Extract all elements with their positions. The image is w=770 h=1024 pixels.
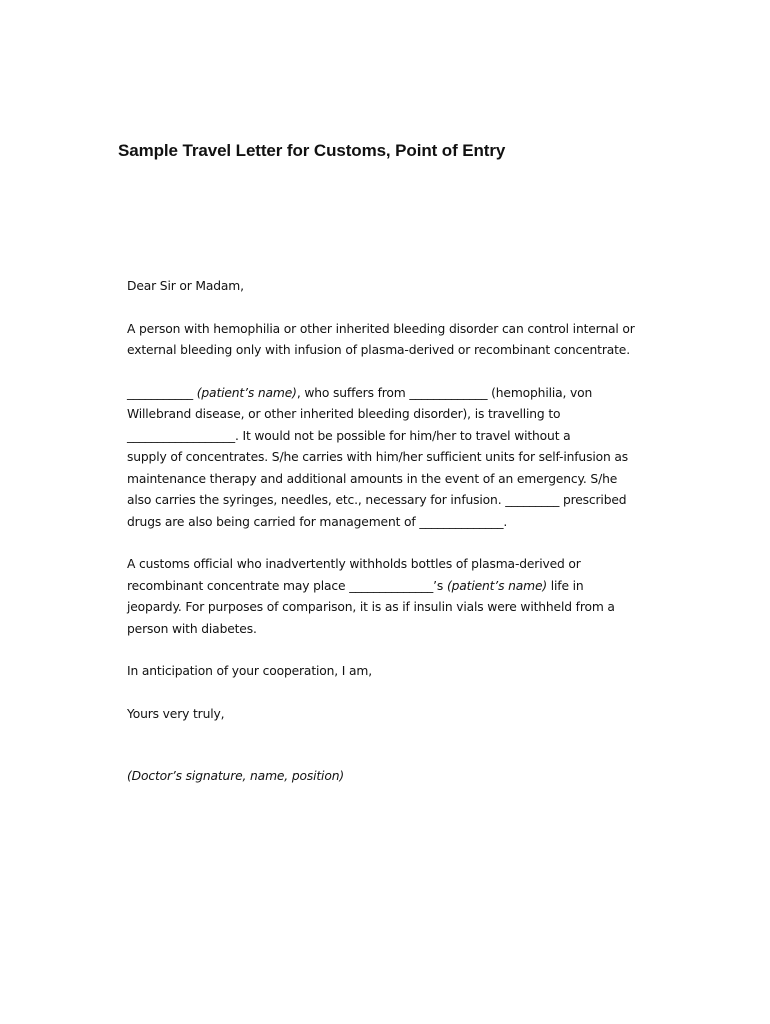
patient-name-label: (patient’s name) bbox=[196, 385, 297, 400]
closing-2-text: Yours very truly, bbox=[127, 706, 225, 721]
paragraph-2-line-5: maintenance therapy and additional amounts in the event of an emergency. S/he bbox=[127, 471, 618, 486]
paragraph-2-line-3: __________________. It would not be possible for him/her to travel without a bbox=[127, 428, 571, 443]
paragraph-3 bbox=[127, 554, 657, 640]
paragraph-1 bbox=[127, 319, 657, 362]
patient-name-blank: ___________ bbox=[127, 385, 197, 400]
paragraph-2-line-1 bbox=[127, 383, 657, 405]
page-title: Sample Travel Letter for Customs, Point of Entry bbox=[118, 141, 506, 160]
signature-block bbox=[127, 766, 657, 788]
paragraph-2-line-4: supply of concentrates. S/he carries with him/her sufficient units for self-infusion as bbox=[127, 450, 629, 464]
paragraph-3-line-3: jeopardy. For purposes of comparison, it is as if insulin vials were withheld from a bbox=[127, 600, 615, 614]
paragraph-3-line-2-end: life in bbox=[547, 578, 584, 593]
paragraph-2-line-2: Willebrand disease, or other inherited bleeding disorder), is travelling to bbox=[127, 407, 561, 421]
paragraph-2-line-1-rest: , who suffers from _____________ (hemophilia, von bbox=[296, 385, 593, 400]
closing-1-text: In anticipation of your cooperation, I am, bbox=[127, 664, 372, 678]
letter-body bbox=[127, 276, 657, 809]
patient-name-label-2: (patient’s name) bbox=[446, 578, 548, 593]
paragraph-3-line-1: A customs official who inadvertently withholds bottles of plasma-derived or bbox=[127, 557, 581, 571]
closing-1 bbox=[127, 661, 657, 683]
paragraph-3-line-2 bbox=[127, 576, 657, 598]
paragraph-2 bbox=[127, 383, 657, 534]
paragraph-1-line-2: external bleeding only with infusion of plasma-derived or recombinant concentrate. bbox=[127, 343, 630, 357]
signature-placeholder: (Doctor’s signature, name, position) bbox=[127, 769, 344, 783]
paragraph-3-line-2-start: recombinant concentrate may place ______________’s bbox=[127, 578, 447, 593]
paragraph-2-line-7: drugs are also being carried for management of ______________. bbox=[127, 514, 508, 529]
salutation bbox=[127, 276, 657, 298]
paragraph-2-line-6: also carries the syringes, needles, etc., necessary for infusion. _________ prescribed bbox=[127, 493, 627, 507]
paragraph-1-line-1: A person with hemophilia or other inherited bleeding disorder can control internal or bbox=[127, 321, 635, 336]
closing-2 bbox=[127, 704, 657, 726]
salutation-text: Dear Sir or Madam, bbox=[127, 279, 244, 293]
paragraph-3-line-4: person with diabetes. bbox=[127, 621, 257, 636]
